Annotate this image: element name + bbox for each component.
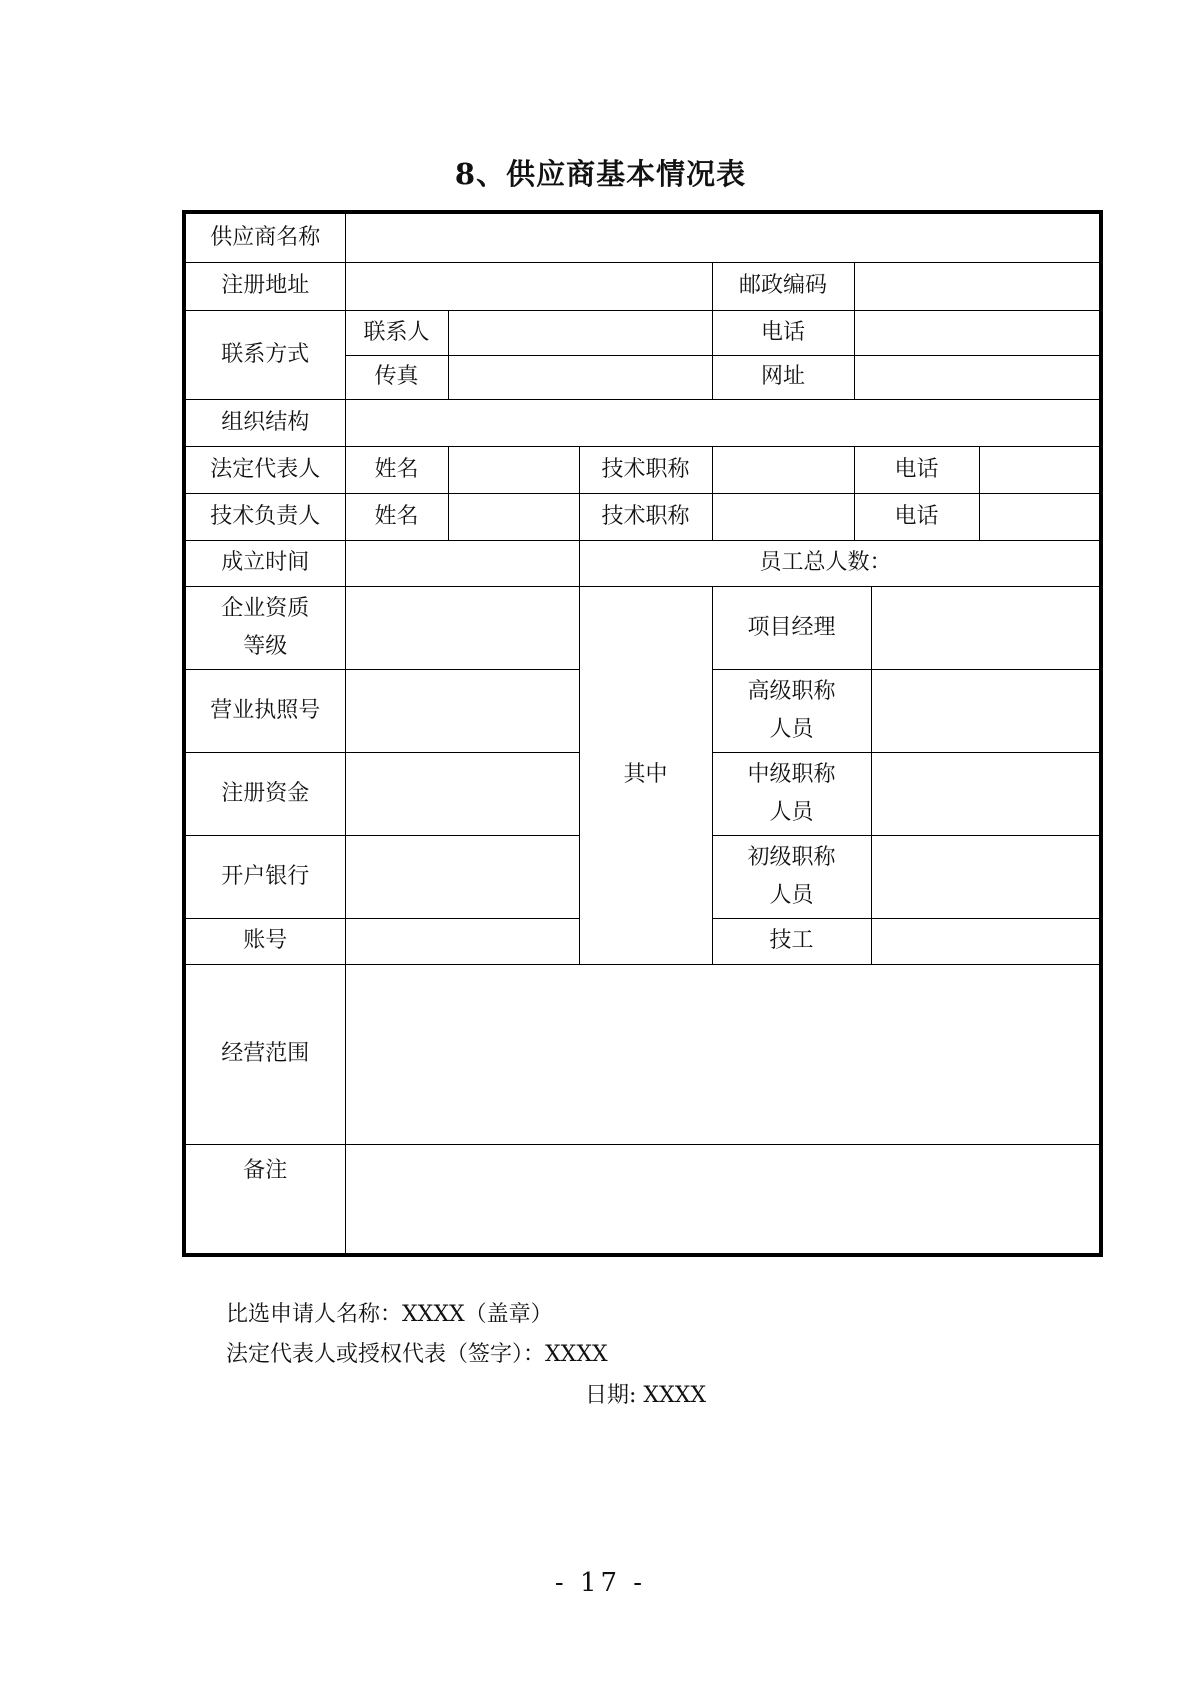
field-remarks[interactable]: [345, 1144, 1101, 1255]
label-senior-staff: [712, 669, 871, 752]
field-account[interactable]: [345, 918, 579, 964]
field-reg-address[interactable]: [345, 262, 712, 310]
label-mid-staff: [712, 752, 871, 835]
field-fax[interactable]: [448, 355, 712, 399]
label-org-structure: 组织结构: [184, 399, 345, 446]
field-technician[interactable]: [871, 918, 1101, 964]
label-website: 网址: [712, 355, 854, 399]
field-reg-capital[interactable]: [345, 752, 579, 835]
label-tech-lead-name: 姓名: [345, 493, 448, 540]
field-bank[interactable]: [345, 835, 579, 918]
footer-applicant: 比选申请人名称：XXXX（盖章）: [226, 1302, 553, 1327]
field-tech-lead-title[interactable]: [712, 493, 854, 540]
row-legal-rep: [184, 446, 1101, 493]
field-tech-lead-name[interactable]: [448, 493, 579, 540]
label-license-no: 营业执照号: [184, 669, 345, 752]
field-org-structure[interactable]: [345, 399, 1101, 446]
label-tech-lead: 技术负责人: [184, 493, 345, 540]
page-number: - 17 -: [554, 1568, 647, 1598]
label-business-scope: 经营范围: [184, 964, 345, 1144]
label-supplier-name: 供应商名称: [184, 212, 345, 262]
label-technician: 技工: [712, 918, 871, 964]
footer-representative: 法定代表人或授权代表（签字）：XXXX: [226, 1342, 608, 1367]
label-reg-capital: 注册资金: [184, 752, 345, 835]
label-tech-lead-phone: 电话: [854, 493, 979, 540]
label-qualification-line1: 企业资质: [221, 595, 310, 621]
field-project-manager[interactable]: [871, 586, 1101, 669]
label-total-staff[interactable]: 员工总人数：: [579, 540, 1101, 586]
field-senior-staff[interactable]: [871, 669, 1101, 752]
row-business-scope: [184, 964, 1101, 1144]
field-contact-person[interactable]: [448, 310, 712, 355]
label-mid-line2: 人员: [769, 799, 814, 825]
label-project-manager: 项目经理: [712, 586, 871, 669]
label-contact-person: 联系人: [345, 310, 448, 355]
label-legal-rep-name: 姓名: [345, 446, 448, 493]
page-title: 8、供应商基本情况表: [454, 157, 747, 191]
field-website[interactable]: [854, 355, 1101, 399]
row-org-structure: [184, 399, 1101, 446]
label-senior-line1: 高级职称: [747, 678, 836, 704]
field-legal-rep-name[interactable]: [448, 446, 579, 493]
field-founding-time[interactable]: [345, 540, 579, 586]
label-bank: 开户银行: [184, 835, 345, 918]
field-mid-staff[interactable]: [871, 752, 1101, 835]
label-legal-rep-phone: 电话: [854, 446, 979, 493]
label-tech-lead-title: 技术职称: [579, 493, 712, 540]
label-contact-method: 联系方式: [184, 310, 345, 399]
label-junior-staff: [712, 835, 871, 918]
label-founding-time: 成立时间: [184, 540, 345, 586]
field-license-no[interactable]: [345, 669, 579, 752]
label-postcode: 邮政编码: [712, 262, 854, 310]
label-junior-line2: 人员: [769, 882, 814, 908]
label-account: 账号: [184, 918, 345, 964]
row-tech-lead: [184, 493, 1101, 540]
label-qualification-line2: 等级: [243, 633, 288, 659]
label-mid-line1: 中级职称: [747, 761, 836, 787]
field-business-scope[interactable]: [345, 964, 1101, 1144]
field-legal-rep-phone[interactable]: [979, 446, 1101, 493]
row-contact-person: [184, 310, 1101, 355]
footer-date: 日期: XXXX: [585, 1383, 707, 1408]
field-supplier-name[interactable]: [345, 212, 1101, 262]
field-junior-staff[interactable]: [871, 835, 1101, 918]
field-postcode[interactable]: [854, 262, 1101, 310]
label-legal-rep: 法定代表人: [184, 446, 345, 493]
label-junior-line1: 初级职称: [747, 844, 836, 870]
row-remarks: [184, 1144, 1101, 1255]
label-legal-rep-title: 技术职称: [579, 446, 712, 493]
field-qualification[interactable]: [345, 586, 579, 669]
row-supplier-name: [184, 212, 1101, 262]
label-senior-line2: 人员: [769, 716, 814, 742]
field-contact-phone[interactable]: [854, 310, 1101, 355]
row-founding-time: [184, 540, 1101, 586]
label-contact-phone: 电话: [712, 310, 854, 355]
row-qualification: [184, 586, 1101, 669]
field-tech-lead-phone[interactable]: [979, 493, 1101, 540]
field-legal-rep-title[interactable]: [712, 446, 854, 493]
label-remarks: 备注: [184, 1144, 345, 1255]
supplier-info-table: [182, 210, 1103, 1257]
label-reg-address: 注册地址: [184, 262, 345, 310]
label-of-which: 其中: [579, 586, 712, 964]
label-fax: 传真: [345, 355, 448, 399]
row-reg-address: [184, 262, 1101, 310]
label-qualification: [184, 586, 345, 669]
